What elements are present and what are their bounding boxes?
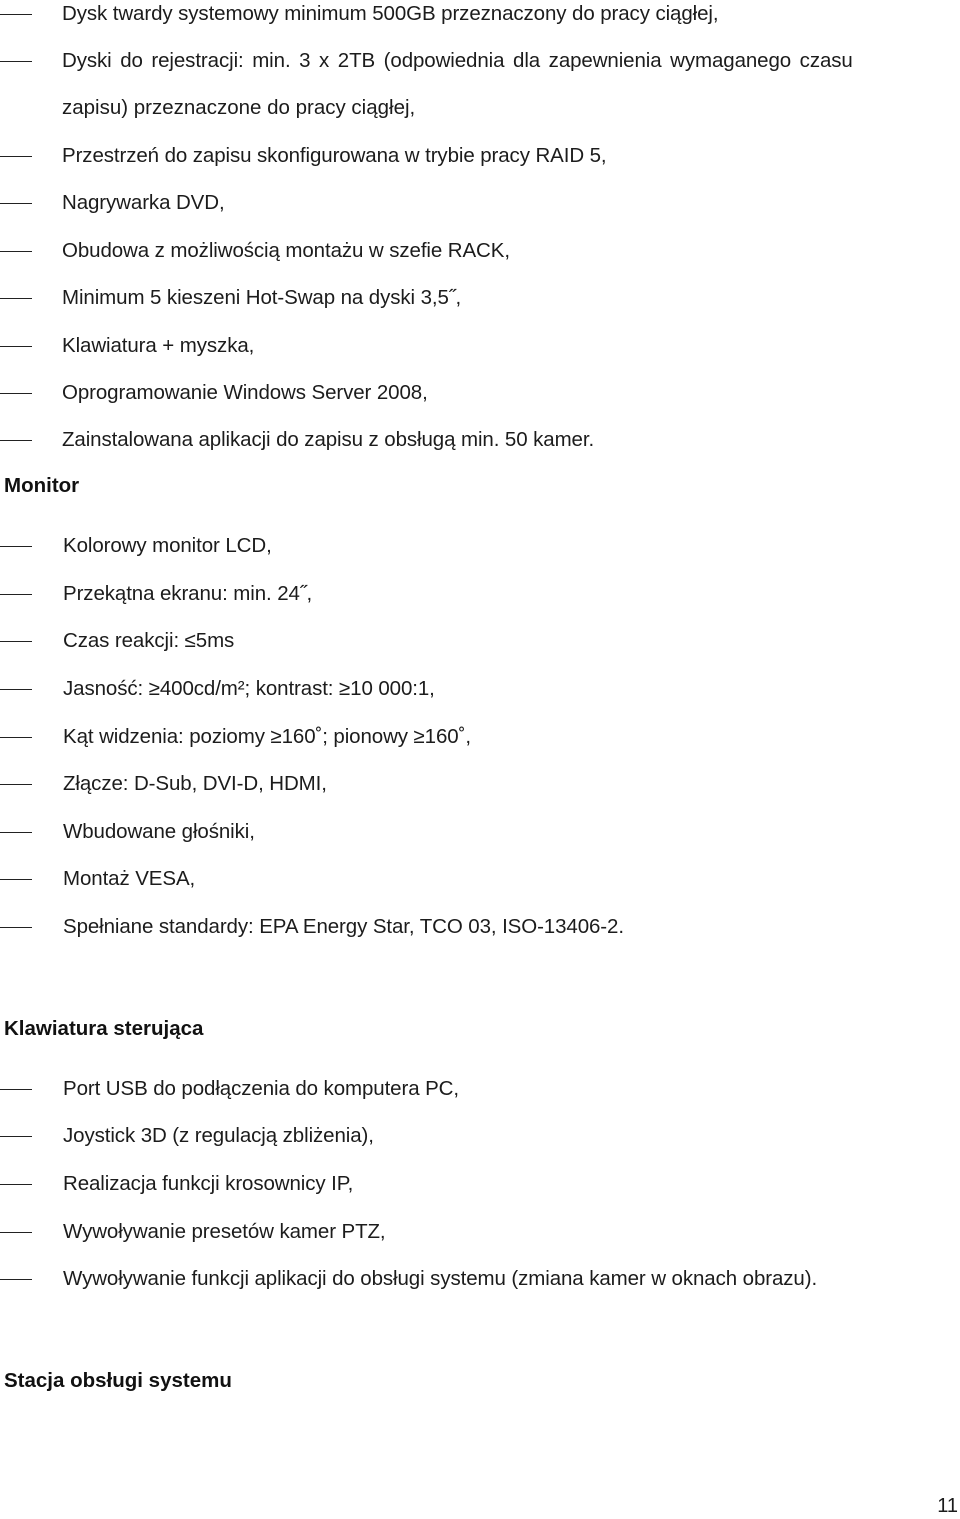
list-item-text: Przestrzeń do zapisu skonfigurowana w trybie pracy RAID 5,	[62, 144, 607, 167]
list-item	[0, 332, 960, 372]
list-item	[0, 913, 960, 953]
section-heading-keyboard: Klawiatura sterująca	[4, 1017, 204, 1040]
dash-bullet	[0, 156, 32, 157]
list-item	[0, 1122, 960, 1162]
dash-bullet	[0, 1089, 32, 1090]
list-item-text: Obudowa z możliwością montażu w szefie RACK,	[62, 239, 510, 262]
list-item	[0, 580, 960, 620]
dash-bullet	[0, 298, 32, 299]
list-item-text: Port USB do podłączenia do komputera PC,	[63, 1077, 459, 1100]
dash-bullet	[0, 346, 32, 347]
list-item-text: Nagrywarka DVD,	[62, 191, 225, 214]
list-item	[0, 1170, 960, 1210]
section-heading-monitor: Monitor	[4, 474, 80, 497]
list-item-text: Dysk twardy systemowy minimum 500GB przeznaczony do pracy ciągłej,	[62, 2, 719, 25]
list-item	[0, 675, 960, 715]
list-item-text: Zainstalowana aplikacji do zapisu z obsługą min. 50 kamer.	[62, 428, 595, 451]
dash-bullet	[0, 251, 32, 252]
list-item-text: Jasność: ≥400cd/m²; kontrast: ≥10 000:1,	[63, 677, 435, 700]
list-item-text: Montaż VESA,	[63, 867, 196, 890]
dash-bullet	[0, 393, 32, 394]
list-item-text: Spełniane standardy: EPA Energy Star, TCO 03, ISO-13406-2.	[63, 915, 624, 938]
list-item-text: Przekątna ekranu: min. 24˝,	[63, 582, 313, 605]
dash-bullet	[0, 14, 32, 15]
dash-bullet	[0, 594, 32, 595]
list-item-text: Kolorowy monitor LCD,	[63, 534, 272, 557]
list-item	[0, 723, 960, 763]
list-item	[0, 1218, 960, 1258]
dash-bullet	[0, 440, 32, 441]
list-item-text: Wywoływanie presetów kamer PTZ,	[63, 1220, 386, 1243]
list-item	[0, 1265, 960, 1305]
list-item	[0, 237, 960, 277]
dash-bullet	[0, 203, 32, 204]
list-item	[0, 0, 960, 40]
dash-bullet	[0, 784, 32, 785]
dash-bullet	[0, 927, 32, 928]
list-item	[0, 47, 960, 87]
list-item-text: Realizacja funkcji krosownicy IP,	[63, 1172, 354, 1195]
list-item	[0, 770, 960, 810]
list-item-text: Minimum 5 kieszeni Hot-Swap na dyski 3,5˝,	[62, 286, 462, 309]
list-item-text: Wywoływanie funkcji aplikacji do obsługi systemu (zmiana kamer w oknach obrazu).	[63, 1267, 818, 1290]
list-item-text: Wbudowane głośniki,	[63, 820, 255, 843]
list-item	[0, 142, 960, 182]
list-item	[0, 189, 960, 229]
list-item-text: Kąt widzenia: poziomy ≥160˚; pionowy ≥160˚,	[63, 725, 471, 748]
list-item	[0, 532, 960, 572]
list-item	[0, 627, 960, 667]
list-item-continuation: zapisu) przeznaczone do pracy ciągłej,	[62, 96, 416, 119]
dash-bullet	[0, 737, 32, 738]
dash-bullet	[0, 546, 32, 547]
page-number: 11	[937, 1495, 958, 1517]
dash-bullet	[0, 641, 32, 642]
list-item	[0, 379, 960, 419]
dash-bullet	[0, 832, 32, 833]
dash-bullet	[0, 879, 32, 880]
list-item-text: Złącze: D-Sub, DVI-D, HDMI,	[63, 772, 327, 795]
list-item-text: Czas reakcji: ≤5ms	[63, 629, 235, 652]
list-item	[0, 818, 960, 858]
list-item-text: Oprogramowanie Windows Server 2008,	[62, 381, 428, 404]
list-item-text: Joystick 3D (z regulacją zbliżenia),	[63, 1124, 374, 1147]
dash-bullet	[0, 61, 32, 62]
dash-bullet	[0, 1232, 32, 1233]
dash-bullet	[0, 1279, 32, 1280]
list-item-text: Dyski do rejestracji: min. 3 x 2TB (odpowiednia dla zapewnienia wymaganego czasu	[62, 49, 853, 72]
list-item-text: Klawiatura + myszka,	[62, 334, 255, 357]
dash-bullet	[0, 689, 32, 690]
list-item	[0, 284, 960, 324]
section-heading-station: Stacja obsługi systemu	[4, 1369, 232, 1392]
dash-bullet	[0, 1184, 32, 1185]
list-item	[0, 426, 960, 466]
list-item	[0, 1075, 960, 1115]
dash-bullet	[0, 1136, 32, 1137]
list-item	[0, 865, 960, 905]
